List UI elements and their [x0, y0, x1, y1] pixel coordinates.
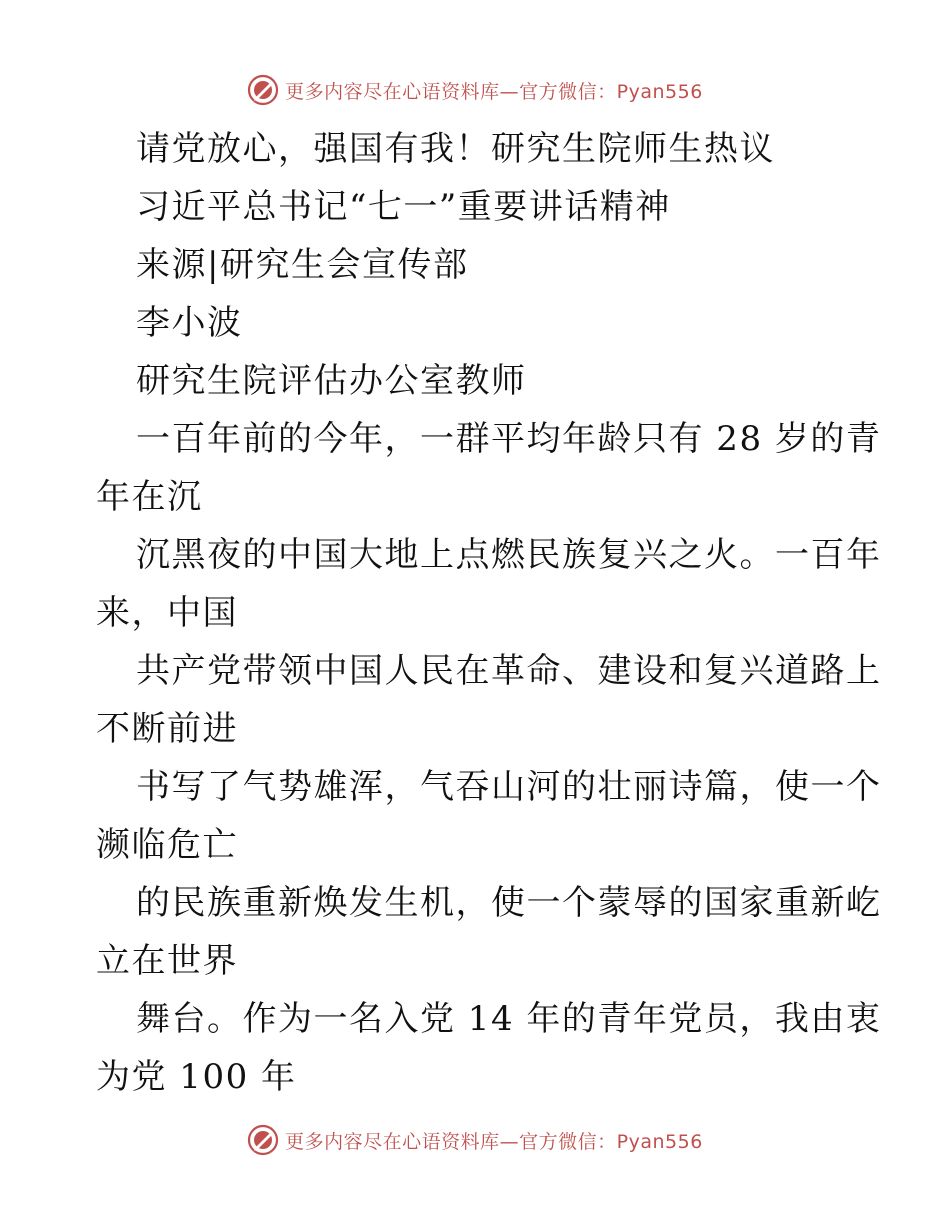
text-line: 习近平总书记“七一”重要讲话精神	[136, 187, 671, 227]
text-line: 请党放心，强国有我！研究生院师生热议	[136, 129, 775, 169]
header-watermark-banner	[0, 70, 950, 110]
banner-wechat: 官方微信：Pyan556	[519, 80, 703, 103]
text-line: 的民族重新焕发生机，使一个蒙辱的国家重新屹	[136, 883, 882, 923]
text-line: 为党 100 年	[96, 1057, 297, 1097]
text-line: 来，中国	[96, 593, 238, 633]
text-line: 立在世界	[96, 941, 238, 981]
text-line: 书写了气势雄浑，气吞山河的壮丽诗篇，使一个	[136, 767, 882, 807]
banner-separator: —	[499, 1130, 520, 1153]
pen-logo-icon	[247, 1124, 279, 1156]
banner-prefix: 更多内容尽在心语资料库	[285, 80, 500, 103]
text-line: 一百年前的今年，一群平均年龄只有 28 岁的青	[136, 419, 882, 459]
text-line: 研究生院评估办公室教师	[136, 361, 527, 401]
banner-text	[285, 1127, 703, 1154]
text-line: 来源|研究生会宣传部	[136, 245, 469, 285]
banner-wechat: 官方微信：Pyan556	[519, 1130, 703, 1153]
text-line: 舞台。作为一名入党 14 年的青年党员，我由衷	[136, 999, 882, 1039]
text-line: 李小波	[136, 303, 243, 343]
footer-watermark-banner	[0, 1120, 950, 1160]
banner-prefix: 更多内容尽在心语资料库	[285, 1130, 500, 1153]
banner-separator: —	[499, 80, 520, 103]
document-body	[96, 120, 882, 1106]
banner-text	[285, 77, 703, 104]
text-line: 不断前进	[96, 709, 238, 749]
text-line: 沉黑夜的中国大地上点燃民族复兴之火。一百年	[136, 535, 882, 575]
pen-logo-icon	[247, 74, 279, 106]
text-line: 年在沉	[96, 477, 203, 517]
text-line: 共产党带领中国人民在革命、建设和复兴道路上	[136, 651, 882, 691]
text-line: 濒临危亡	[96, 825, 238, 865]
